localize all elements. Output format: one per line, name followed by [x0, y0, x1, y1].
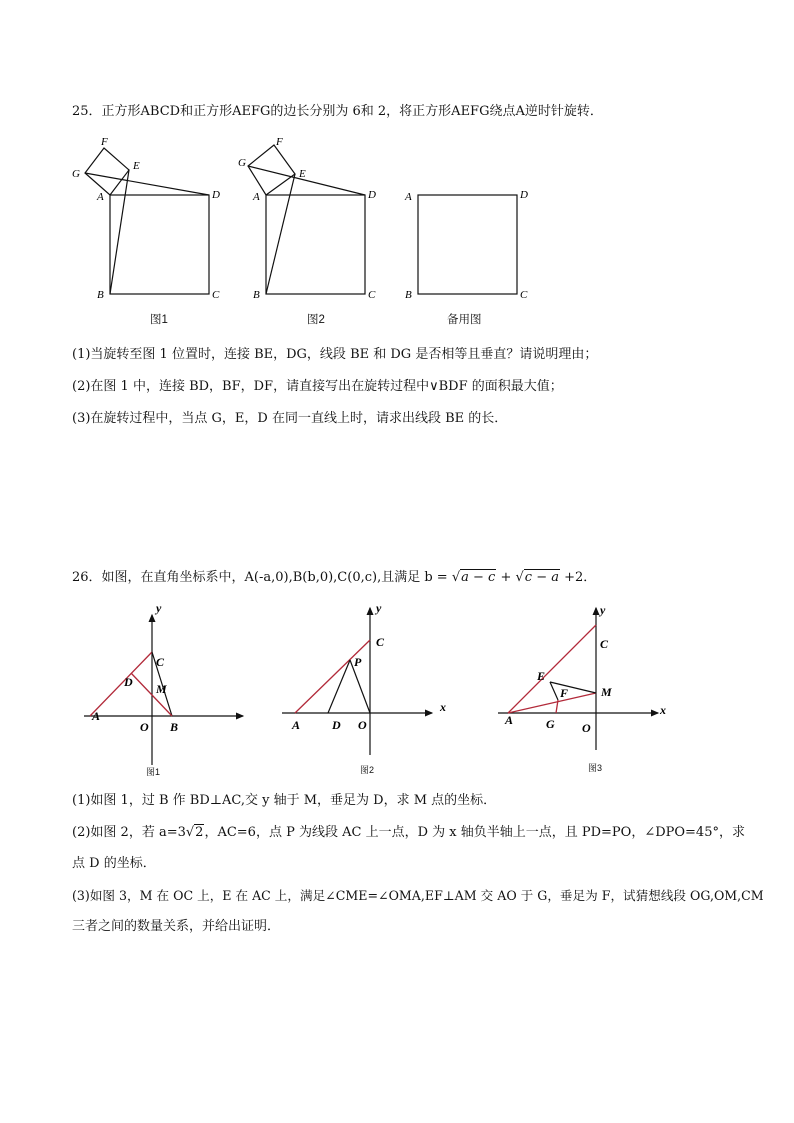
fig2-label-g: G — [238, 157, 246, 169]
sqrt-sign: √ — [451, 570, 461, 585]
fig2-y-label: y — [376, 601, 382, 615]
fig1-label-c: C — [212, 289, 220, 301]
fig2-label-a: A — [253, 191, 260, 203]
spare-label-a: A — [405, 191, 412, 203]
fig3-o: O — [582, 721, 591, 735]
q26-p2b: ，AC=6，点 P 为线段 AC 上一点，D 为 x 轴负半轴上一点，且 PD=PO，∠DPO=45°，求 — [204, 825, 745, 840]
caption-q26-fig2: 图2 — [360, 765, 375, 775]
q26-part-2-cont: 点 D 的坐标． — [72, 856, 156, 871]
fig3-a: A — [505, 713, 514, 727]
sqrt-sign: √ — [185, 825, 195, 840]
fig1-o: O — [140, 720, 149, 734]
spare-label-c: C — [520, 289, 528, 301]
fig1-a: A — [92, 709, 101, 723]
fig2-a: A — [292, 718, 301, 732]
fig1-label-f: F — [101, 136, 108, 148]
sqrt-sign: √ — [515, 570, 524, 585]
fig1-label-d: D — [212, 189, 220, 201]
caption-q25-spare: 备用图 — [447, 314, 482, 326]
fig2-x-label: x — [440, 700, 446, 714]
fig1-label-a: A — [97, 191, 104, 203]
segment-am — [508, 693, 596, 713]
spare-label-d: D — [520, 189, 528, 201]
q26-stem-a: 26．如图，在直角坐标系中，A(-a,0),B(b,0),C(0,c),且满足 b = — [72, 570, 452, 585]
caption-q25-fig2: 图2 — [307, 314, 325, 326]
fig2-label-d: D — [368, 189, 376, 201]
segment-ac — [508, 625, 596, 713]
q26-p2-rad: 2 — [195, 825, 204, 840]
spare-label-b: B — [405, 289, 412, 301]
q25-stem: 25．正方形ABCD和正方形AEFG的边长分别为 6和 2，将正方形AEFG绕点A逆时针旋转． — [72, 104, 603, 119]
q26-plus: + — [496, 570, 516, 585]
q26-part-2 — [72, 824, 745, 842]
caption-q26-fig1: 图1 — [146, 767, 161, 777]
q25-part-3: (3)在旋转过程中，当点 G，E，D 在同一直线上时，请求出线段 BE 的长． — [72, 411, 508, 426]
q26-p2a: (2)如图 2，若 a=3 — [72, 825, 186, 840]
fig3-c: C — [600, 637, 609, 651]
fig3-y-label: y — [600, 603, 606, 617]
segment-ef — [550, 682, 558, 700]
q26-part-3-cont: 三者之间的数量关系，并给出证明． — [72, 919, 281, 934]
fig1-label-g: G — [72, 168, 80, 180]
caption-q26-fig3: 图3 — [588, 763, 603, 773]
fig2-d: D — [332, 718, 341, 732]
fig3-f: F — [560, 686, 569, 700]
q25-part-1: (1)当旋转至图 1 位置时，连接 BE，DG，线段 BE 和 DG 是否相等且垂直？请说明理由； — [72, 347, 598, 362]
segment-em — [550, 682, 596, 693]
q26-part-3: (3)如图 3，M 在 OC 上，E 在 AC 上，满足∠CME=∠OMA,EF⊥AM 交 AO 于 G，垂足为 F，试猜想线段 OG,OM,CM — [72, 888, 764, 903]
fig2-label-f: F — [276, 136, 283, 148]
fig2-c: C — [376, 635, 385, 649]
q26-part-1: (1)如图 1，过 B 作 BD⊥AC,交 y 轴于 M，垂足为 D，求 M 点的坐标． — [72, 793, 497, 808]
fig1-m: M — [156, 682, 167, 696]
fig1-c: C — [156, 655, 165, 669]
q25-part-2: (2)在图 1 中，连接 BD，BF，DF，请直接写出在旋转过程中∨BDF 的面积最大值； — [72, 379, 563, 394]
fig2-label-c: C — [368, 289, 376, 301]
q26-rad1: a − c — [461, 570, 496, 585]
caption-q25-fig1: 图1 — [150, 314, 168, 326]
fig1-y-label: y — [156, 601, 162, 615]
fig2-label-b: B — [253, 289, 260, 301]
fig3-x-label: x — [660, 703, 666, 717]
fig1-label-e: E — [133, 160, 140, 172]
fig3-m: M — [601, 685, 612, 699]
fig2-o: O — [358, 718, 367, 732]
fig1-b: B — [170, 720, 179, 734]
q26-stem-b: +2． — [560, 570, 597, 585]
fig1-label-b: B — [97, 289, 104, 301]
fig1-d: D — [124, 675, 133, 689]
q26-rad2: c − a — [524, 570, 559, 585]
fig3-g: G — [546, 717, 555, 731]
fig2-label-e: E — [299, 168, 306, 180]
fig3-e: E — [537, 669, 546, 683]
fig2-p: P — [354, 655, 362, 669]
